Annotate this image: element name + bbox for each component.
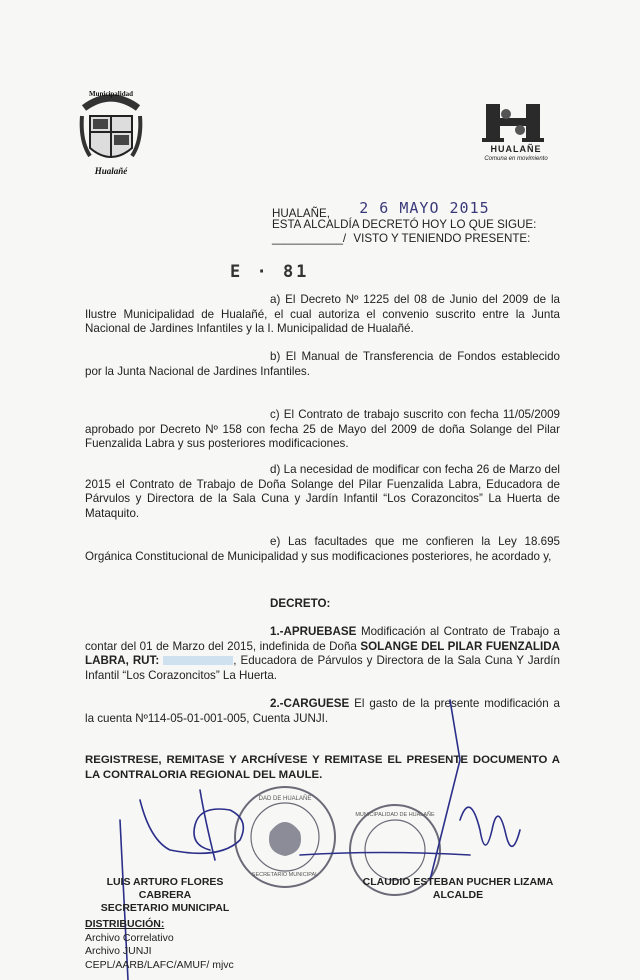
- place: HUALAÑE,: [272, 207, 330, 220]
- alcalde-role: ALCALDE: [432, 889, 484, 901]
- distribution-item: CEPL/AARB/LAFC/AMUF/ mjvc: [85, 958, 234, 971]
- secretario-role: SECRETARIO MUNICIPAL: [100, 902, 230, 914]
- secretario-name: LUIS ARTURO FLORES CABRERA: [106, 876, 224, 901]
- article-2-label: 2.-CARGUESE: [270, 697, 350, 710]
- blank-line: ___________/: [272, 232, 347, 245]
- consideration-d: d) La necesidad de modificar con fecha 26 de Marzo del 2015 el Contrato de Trabajo de Doña Solange del Pilar Fuenzalida Labra, Educadora de Párvulos y Directora de la Sala Cuna y Jardín Infantil “Los Corazoncitos” La Huerta de Mataquito.: [85, 463, 560, 520]
- article-1: 1.-APRUEBASE Modificación al Contrato de Trabajo a contar del 01 de Marzo del 2015, indefinida de Doña SOLANGE DEL PILAR FUENZALIDA LABRA, RUT: , Educadora de Párvulos y Directora de la Sala Cuna Y Jardín Infantil “Los Corazoncitos” La Huerta.: [85, 625, 560, 682]
- consideration-b: b) El Manual de Transferencia de Fondos establecido por la Junta Nacional de Jardines Infantiles.: [85, 350, 560, 378]
- date-stamp: 2 6 MAYO 2015: [359, 199, 490, 217]
- alcalde-block: [358, 876, 558, 902]
- closing-statement: REGISTRESE, REMITASE Y ARCHÍVESE Y REMITASE EL PRESENTE DOCUMENTO A LA CONTRALORIA REGIONAL DEL MAULE.: [85, 754, 560, 781]
- article-1-label: 1.-APRUEBASE: [270, 625, 357, 638]
- decree-number-stamp: E · 81: [230, 262, 310, 282]
- crest-bottom-text: Hualañé: [94, 166, 128, 176]
- secretario-block: [80, 876, 250, 915]
- secretario-seal-bottom-text: SECRETARIO MUNICIPAL: [251, 872, 319, 878]
- brand-tagline: Comuna en movimiento: [484, 156, 548, 162]
- decreto-heading: DECRETO:: [270, 597, 331, 610]
- visto-text: VISTO Y TENIENDO PRESENTE:: [353, 232, 531, 245]
- intro-line-2: ESTA ALCALDÍA DECRETÓ HOY LO QUE SIGUE:: [272, 217, 537, 231]
- distribution-item: Archivo Correlativo: [85, 931, 174, 944]
- distribution-item: Archivo JUNJI: [85, 945, 152, 957]
- crest-top-text: Municipalidad: [89, 90, 133, 98]
- article-2: 2.-CARGUESE El gasto de la presente modificación a la cuenta Nº114-05-01-001-005, Cuenta JUNJI.: [85, 697, 560, 725]
- alcalde-seal-top-text: MUNICIPALIDAD DE HUALAÑE: [355, 812, 435, 818]
- alcalde-signature: [300, 700, 520, 880]
- consideration-e: e) Las facultades que me confieren la Ley 18.695 Orgánica Constitucional de Municipalidad y sus modificaciones posteriores, he acordado y,: [85, 535, 560, 563]
- secretario-seal-top-text: DAD DE HUALAÑE: [258, 796, 312, 802]
- distribution-block: [85, 918, 234, 972]
- consideration-a: a) El Decreto Nº 1225 del 08 de Junio del 2009 de la Ilustre Municipalidad de Hualañé, el cual autoriza el convenio suscrito entre la Junta Nacional de Jardines Infantiles y la I. Municipalidad de Hualañé.: [85, 293, 560, 335]
- alcalde-name: CLAUDIO ESTEBAN PUCHER LIZAMA: [362, 876, 554, 888]
- distribution-title: DISTRIBUCIÓN:: [85, 918, 165, 930]
- consideration-c: c) El Contrato de trabajo suscrito con fecha 11/05/2009 aprobado por Decreto Nº 158 con fecha 25 de Mayo del 2009 de doña Solange del Pilar Fuenzalida Labra y sus posteriores modificaciones.: [85, 408, 560, 450]
- brand-name: HUALAÑE: [490, 144, 542, 154]
